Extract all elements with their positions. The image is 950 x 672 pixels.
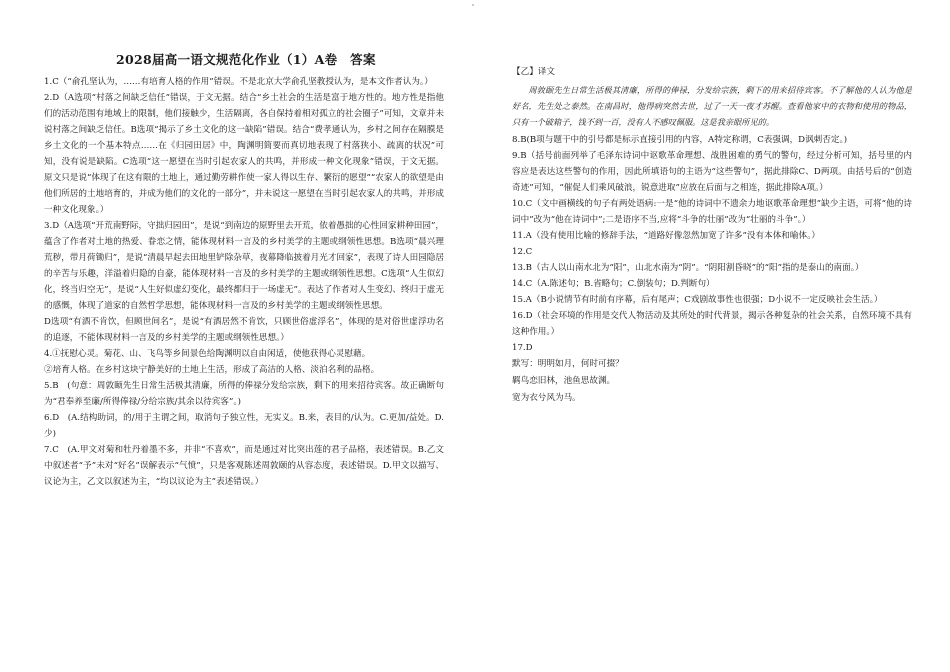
answer-item: 12.C — [512, 247, 533, 257]
dictation-line: 默写：明明如月，何时可掇？ — [512, 359, 624, 369]
answer-item: ②培育人格。在乡村这块宁静美好的土地上生活，形成了高洁的人格、淡泊名利的品格。 — [44, 365, 380, 375]
answer-item: 11.A（没有使用比喻的修辞手法，“道路好像忽然加宽了许多”没有本体和喻体。） — [512, 231, 820, 241]
left-answer-list — [44, 74, 444, 490]
answer-item: 2.D（A选项“村落之间缺乏信任”错误，于文无据。结合“乡土社会的生活是富于地方性的。地方性是指他们的活动范围有地域上的限制，他们接触少，生活隔离，各自保持着相对孤立的社会圈子”可知，文章并未说村落之间缺乏信任。B选项“揭示了乡土文化的这一缺陷”错误。结合“费孝通认为，乡村之间存在隔膜是乡土文化的一个基本特点……在《归园田居》中，陶渊明简要而真切地表现了村落狭小、疏离的状况”可知，没有说是缺陷。C选项“这一愿望在当时引起农家人的共鸣，并形成一种文化现象”错误，于文无据。原文只是说“体现了在这有限的土地上，通过勤劳耕作使一家人得以生存、繁衍的愿望”“农家人的欲望是由他们所居的土地培育的，并成为他们的文化的一部分”，并未说这一愿望在当时引起农家人的共鸣，并形成一种文化现象。） — [44, 93, 444, 215]
dictation-line: 宽为衣兮风为马。 — [512, 393, 581, 403]
answer-item: 7.C (A.甲文对菊和牡丹着墨不多，并非“不喜欢”，而是通过对比突出莲的君子品格，表述错误。B.乙文中叙述者“予”未对“好名”误解表示“气愤”，只是客观陈述周敦颐的从容态度，表述错误。D.甲文以描写、议论为主，乙文以叙述为主，“均以议论为主”表述错误。） — [44, 445, 444, 487]
answer-item: 10.C（文中画横线的句子有两处语病:一是“他的诗词中不遗余力地讴歌革命理想”缺少主语，可将“他的诗词中”改为“他在诗词中”;二是语序不当,应将“斗争的壮丽”改为“壮丽的斗争”。） — [512, 199, 912, 225]
right-answer-list — [512, 132, 912, 356]
answer-item: 5.B (句意：周敦颐先生日常生活极其清廉，所得的俸禄分发给宗族，剩下的用来招待宾客。故正确断句为“君奉养至廉/所得俸禄/分给宗族/其余以待宾客”。) — [44, 381, 444, 407]
answer-item: D选项“有酒不肯饮，但顾世间名”，是说“有酒居然不肯饮，只顾世俗虚浮名”，体现的是对俗世虚浮功名的追逐，不能体现材料一言及的乡村美学的主题或纲领性思想。） — [44, 317, 444, 343]
dictation-lines — [512, 356, 912, 407]
answer-item: 16.D（社会环境的作用是交代人物活动及其所处的时代背景，揭示各种复杂的社会关系，自然环境不具有这种作用。） — [512, 311, 912, 337]
scan-speck — [472, 4, 474, 6]
translation-heading: 【乙】译文 — [512, 67, 555, 77]
answer-item: 15.A（B小说情节有时前有序幕，后有尾声；C戏剧故事性也很强；D小说不一定反映社会生活。） — [512, 295, 883, 305]
answer-item: 14.C（A.陈述句；B.省略句；C.倒装句；D.判断句） — [512, 279, 715, 289]
answer-item: 1.C（“俞孔坚认为，……有培育人格的作用”错误。不是北京大学俞孔坚教授认为，是本文作者认为。） — [44, 77, 433, 87]
dictation-line: 羁鸟恋旧林，池鱼思故渊。 — [512, 376, 616, 386]
answer-item: 6.D (A.结构助词，的/用于主谓之间，取消句子独立性，无实义。B.来，表目的/认为。C.更加/益处。D.少) — [44, 413, 444, 439]
answer-item: 3.D（A选项“开荒南野际，守拙归园田”，是说“到南边的原野里去开荒，依着愚拙的心性回家耕种田园”，蕴含了作者对土地的热爱、眷恋之情，能体现材料一言及的乡村美学的主题或纲领性思想。B选项“晨兴理荒秽，带月荷锄归”，是说“清晨早起去田地里铲除杂草，夜幕降临披着月光才回家”，表现了诗人田园隐居的辛苦与乐趣，洋溢着归隐的自豪，能体现材料一言及的乡村美学的主题或纲领性思想。C选项“人生似幻化，终当归空无”，是说“人生好似虚幻变化，最终都归于一场虚无”。表达了作者对人生变幻、终归于虚无的感慨，体现了道家的自然哲学思想，能体现材料一言及的乡村美学的主题或纲领性思想。 — [44, 221, 444, 311]
right-column — [512, 64, 912, 407]
left-column — [44, 50, 444, 490]
answer-item: 17.D — [512, 343, 533, 353]
answer-item: 4.①抚慰心灵。菊花、山、飞鸟等乡间景色给陶渊明以自由闲适，使他获得心灵慰藉。 — [44, 349, 371, 359]
answer-item: 8.B(B项与题干中的引号都是标示直接引用的内容，A特定称谓，C表强调，D讽刺否定。) — [512, 135, 848, 145]
answer-item: 13.B（古人以山南水北为“阳”，山北水南为“阴”。“阴阳割昏晓”的“阳”指的是泰山的南面。） — [512, 263, 864, 273]
translation-text: 周敦颐先生日常生活极其清廉，所得的俸禄，分发给宗族，剩下的用来招待宾客。不了解他的人认为他是好名，先生处之泰然。在南昌时，他得病突然去世，过了一天一夜才苏醒。查看他家中的衣物和使用的物品，只有一个破箱子，钱不到一百，没有人不感叹佩服。这是我亲眼所见的。 — [512, 85, 912, 127]
page-title: 2028届高一语文规范化作业（1）A卷 答案 — [116, 52, 376, 67]
answer-item: 9.B（括号前面列举了毛泽东诗词中讴歌革命理想、战胜困难的勇气的警句，经过分析可知，括号里的内容应是表达这些警句的作用，因此所填语句的主语为“这些警句”，据此排除C、D两项。由括号后的“创造奇迹”可知，“催促人们乘风破浪，锐意进取”应放在后面与之相连，据此排除A项。） — [512, 151, 912, 193]
